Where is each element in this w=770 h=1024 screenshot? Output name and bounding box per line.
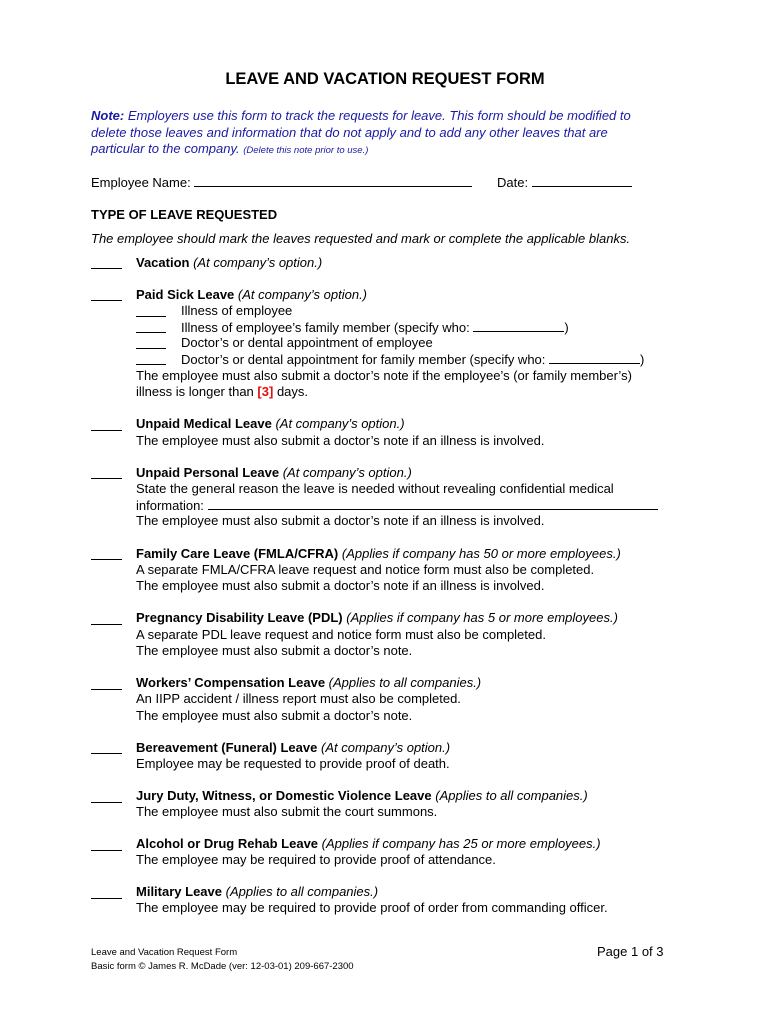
jury-name: Jury Duty, Witness, or Domestic Violence Leave <box>136 788 432 803</box>
pdl-line-1: A separate PDL leave request and notice form must also be completed. <box>136 627 546 642</box>
vacation-name: Vacation <box>136 255 190 270</box>
unpaid-personal-info-field[interactable] <box>208 497 658 510</box>
jury-option: (Applies to all companies.) <box>435 788 588 803</box>
date-row <box>497 174 632 190</box>
unpaid-personal-line-3: The employee must also submit a doctor’s note if an illness is involved. <box>136 513 545 528</box>
sick-note-2a: illness is longer than <box>136 384 254 399</box>
military-option: (Applies to all companies.) <box>225 884 379 899</box>
workers-comp-option: (Applies to all companies.) <box>328 675 482 690</box>
unpaid-medical-title <box>136 416 405 431</box>
unpaid-medical-name: Unpaid Medical Leave <box>136 416 272 431</box>
sick-sub4 <box>181 351 644 367</box>
note-line-3 <box>91 141 368 156</box>
sick-note-2 <box>136 384 308 399</box>
sick-sub2 <box>181 319 569 335</box>
unpaid-medical-checkbox[interactable] <box>91 430 122 431</box>
workers-comp-name: Workers’ Compensation Leave <box>136 675 326 690</box>
employee-name-field[interactable] <box>194 174 472 187</box>
jury-checkbox[interactable] <box>91 802 122 803</box>
rehab-title <box>136 836 601 851</box>
bereavement-name: Bereavement (Funeral) Leave <box>136 740 318 755</box>
family-care-option: (Applies if company has 50 or more employees.) <box>341 546 621 561</box>
military-title <box>136 884 378 899</box>
family-care-line-2: The employee must also submit a doctor’s note if an illness is involved. <box>136 578 545 593</box>
unpaid-medical-line-1: The employee must also submit a doctor’s note if an illness is involved. <box>136 433 545 448</box>
military-line-1: The employee may be required to provide proof of order from commanding officer. <box>136 900 608 915</box>
bereavement-checkbox[interactable] <box>91 753 122 754</box>
pdl-line-2: The employee must also submit a doctor’s note. <box>136 643 413 658</box>
family-care-checkbox[interactable] <box>91 559 122 560</box>
vacation-option: (At company’s option.) <box>193 255 323 270</box>
pdl-option: (Applies if company has 5 or more employees.) <box>346 610 618 625</box>
unpaid-personal-line-1: State the general reason the leave is needed without revealing confidential medical <box>136 481 614 496</box>
sick-sub1-checkbox[interactable] <box>136 316 166 317</box>
section-heading: TYPE OF LEAVE REQUESTED <box>91 207 278 222</box>
sick-title <box>136 287 367 302</box>
workers-comp-checkbox[interactable] <box>91 689 122 690</box>
note-label: Note: <box>91 108 125 123</box>
sick-sub1: Illness of employee <box>181 303 293 318</box>
sick-sub4-close: ) <box>640 352 645 367</box>
sick-sub3: Doctor’s or dental appointment of employee <box>181 335 433 350</box>
military-checkbox[interactable] <box>91 898 122 899</box>
unpaid-personal-info-label: information: <box>136 498 204 513</box>
rehab-line-1: The employee may be required to provide proof of attendance. <box>136 852 496 867</box>
jury-line-1: The employee must also submit the court summons. <box>136 804 438 819</box>
sick-note-2b: days. <box>276 384 309 399</box>
note-line-2: delete those leaves and information that do not apply and to add any other leaves that are <box>91 125 608 140</box>
sick-sub3-checkbox[interactable] <box>136 348 166 349</box>
date-field[interactable] <box>532 174 632 187</box>
vacation-checkbox[interactable] <box>91 268 122 269</box>
page-title: LEAVE AND VACATION REQUEST FORM <box>225 70 545 88</box>
vacation-title <box>136 255 322 270</box>
date-label: Date: <box>497 175 529 190</box>
footer-line-1: Leave and Vacation Request Form <box>91 947 238 958</box>
sick-name: Paid Sick Leave <box>136 287 235 302</box>
employee-name-row <box>91 174 472 190</box>
page-number: Page 1 of 3 <box>597 944 664 959</box>
rehab-name: Alcohol or Drug Rehab Leave <box>136 836 319 851</box>
sick-checkbox[interactable] <box>91 300 122 301</box>
bereavement-option: (At company’s option.) <box>320 740 451 755</box>
sick-family-who-field[interactable] <box>473 319 564 332</box>
unpaid-personal-checkbox[interactable] <box>91 478 122 479</box>
pdl-title <box>136 610 618 625</box>
unpaid-personal-name: Unpaid Personal Leave <box>136 465 280 480</box>
sick-appt-who-field[interactable] <box>549 351 640 364</box>
workers-comp-line-2: The employee must also submit a doctor’s note. <box>136 708 413 723</box>
rehab-checkbox[interactable] <box>91 850 122 851</box>
unpaid-personal-option: (At company’s option.) <box>282 465 412 480</box>
military-name: Military Leave <box>136 884 222 899</box>
instructions: The employee should mark the leaves requested and mark or complete the applicable blanks. <box>91 231 631 246</box>
workers-comp-line-1: An IIPP accident / illness report must also be completed. <box>136 691 461 706</box>
family-care-name: Family Care Leave (FMLA/CFRA) <box>136 546 339 561</box>
sick-sub2-text: Illness of employee’s family member (specify who: <box>181 320 470 335</box>
footer-line-2: Basic form © James R. McDade (ver: 12-03-01) 209-667-2300 <box>91 961 354 972</box>
workers-comp-title <box>136 675 481 690</box>
jury-title <box>136 788 588 803</box>
note-text-1: Employers use this form to track the requests for leave. This form should be modified to <box>127 108 631 123</box>
unpaid-personal-line-2 <box>136 497 658 513</box>
sick-option: (At company’s option.) <box>237 287 368 302</box>
unpaid-personal-title <box>136 465 412 480</box>
bereavement-title <box>136 740 450 755</box>
unpaid-medical-option: (At company’s option.) <box>275 416 405 431</box>
pdl-checkbox[interactable] <box>91 624 122 625</box>
sick-sub2-checkbox[interactable] <box>136 332 166 333</box>
sick-sub4-checkbox[interactable] <box>136 364 166 365</box>
note-small: (Delete this note prior to use.) <box>243 145 369 156</box>
sick-sub4-text: Doctor’s or dental appointment for family member (specify who: <box>181 352 546 367</box>
pdl-name: Pregnancy Disability Leave (PDL) <box>136 610 343 625</box>
bereavement-line-1: Employee may be requested to provide proof of death. <box>136 756 450 771</box>
family-care-line-1: A separate FMLA/CFRA leave request and notice form must also be completed. <box>136 562 595 577</box>
sick-days: [3] <box>257 384 274 399</box>
sick-sub2-close: ) <box>564 320 569 335</box>
sick-note-1: The employee must also submit a doctor’s note if the employee’s (or family member’s) <box>136 368 632 383</box>
employee-name-label: Employee Name: <box>91 175 191 190</box>
note-text-3: particular to the company. <box>91 141 240 156</box>
note-line-1 <box>91 108 631 123</box>
rehab-option: (Applies if company has 25 or more employees.) <box>321 836 601 851</box>
family-care-title <box>136 546 621 561</box>
